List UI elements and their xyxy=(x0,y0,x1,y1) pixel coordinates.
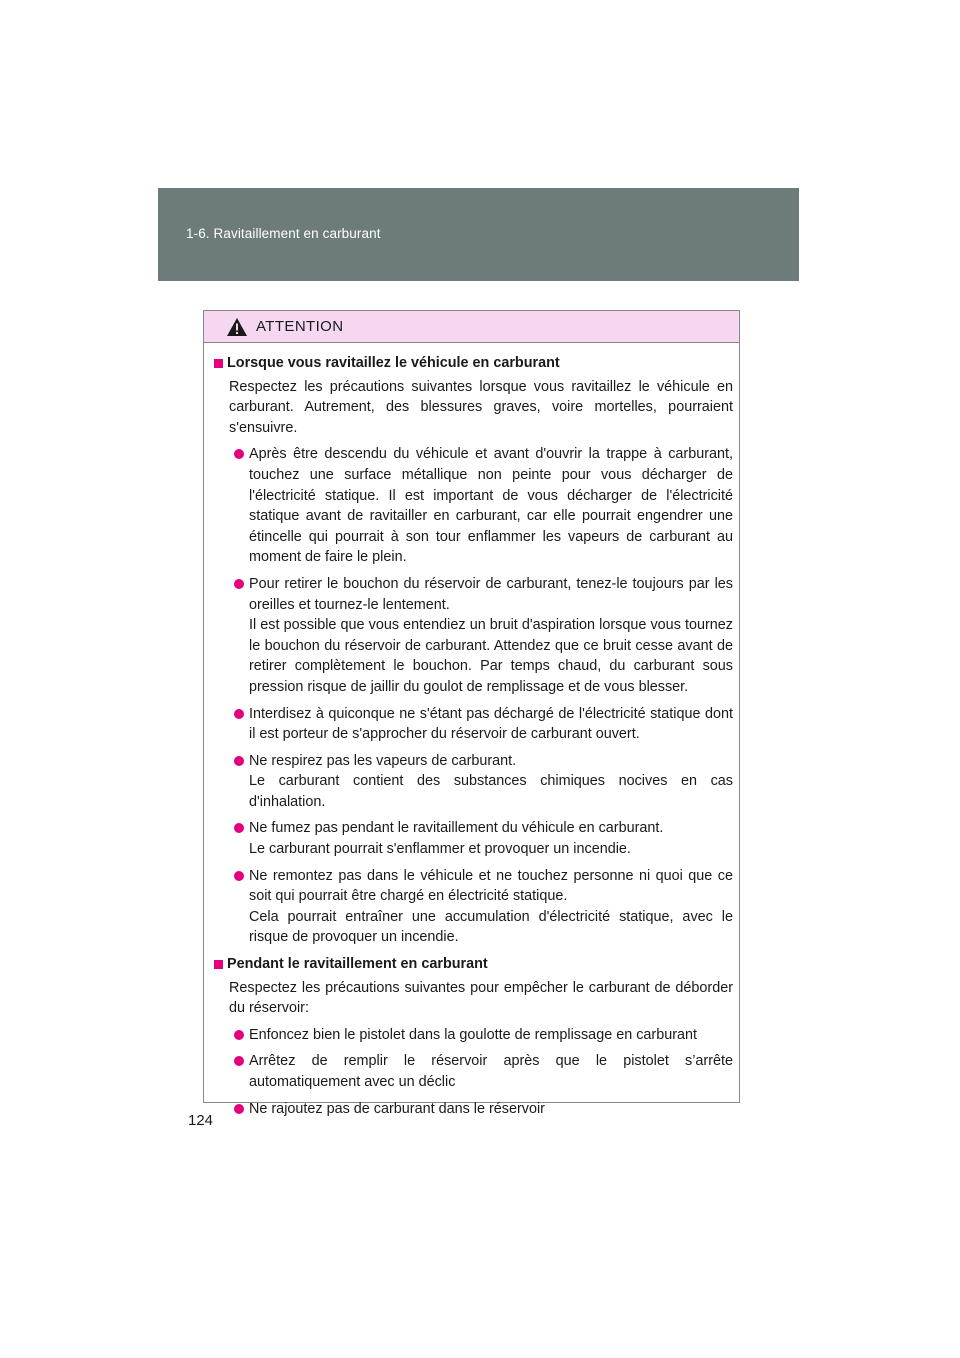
list-item xyxy=(234,751,733,813)
bullet-text: Après être descendu du véhicule et avant d'ouvrir la trappe à carburant, touchez une surface métallique non peinte pour vous décharger de l'électricité statique. Il est important de vous décharger de l'électricité statique avant de ravitailler en carburant, car elle pourrait engendrer une étincelle qui pourrait à son tour enflammer les vapeurs de carburant au moment de faire le plein. xyxy=(249,446,733,566)
list-item xyxy=(234,444,733,568)
list-item xyxy=(234,1025,733,1046)
bullet-text: Il est possible que vous entendiez un bruit d'aspiration lorsque vous tournez le bouchon du réservoir de carburant. Attendez que ce bruit cesse avant de retirer complètement le bouchon. Par temps chaud, du carburant sous pression risque de jaillir du goulot de remplissage et de vous blesser. xyxy=(249,617,733,695)
section-intro: Respectez les précautions suivantes lorsque vous ravitaillez le véhicule en carburant. Autrement, des blessures graves, voire mortelles, pourraient s'ensuivre. xyxy=(229,378,733,436)
round-bullet-icon xyxy=(234,871,244,881)
bullet-text: Enfoncez bien le pistolet dans la goulotte de remplissage en carburant xyxy=(249,1026,697,1043)
list-item xyxy=(234,574,733,698)
attention-content xyxy=(204,342,739,1119)
bullet-text: Ne remontez pas dans le véhicule et ne touchez personne ni quoi que ce soit qui pourrait être chargé en électricité statique. xyxy=(249,867,733,905)
square-bullet-icon xyxy=(214,960,223,969)
round-bullet-icon xyxy=(234,709,244,719)
bullet-text: Ne rajoutez pas de carburant dans le réservoir xyxy=(249,1100,545,1117)
bullet-text: Cela pourrait entraîner une accumulation d'électricité statique, avec le risque de provoquer un incendie. xyxy=(249,908,733,946)
header-band xyxy=(158,188,799,281)
attention-box xyxy=(203,310,740,1117)
list-item xyxy=(234,818,733,859)
round-bullet-icon xyxy=(234,1056,244,1066)
bullet-text: Le carburant contient des substances chimiques nocives en cas d'inhalation. xyxy=(249,773,733,810)
bullet-text: Ne respirez pas les vapeurs de carburant. xyxy=(249,752,517,769)
round-bullet-icon xyxy=(234,449,244,459)
bullet-text: Le carburant pourrait s'enflammer et provoquer un incendie. xyxy=(249,841,631,858)
list-item xyxy=(234,1051,733,1092)
page-number: 124 xyxy=(188,1112,214,1129)
square-bullet-icon xyxy=(214,359,223,368)
bullet-text: Pour retirer le bouchon du réservoir de carburant, tenez-le toujours par les oreilles et tournez-le lentement. xyxy=(249,575,733,613)
warning-triangle-icon xyxy=(226,317,248,337)
bullet-text: Ne fumez pas pendant le ravitaillement du véhicule en carburant. xyxy=(249,820,664,837)
round-bullet-icon xyxy=(234,579,244,589)
list-item xyxy=(234,1099,733,1120)
round-bullet-icon xyxy=(234,823,244,833)
attention-header xyxy=(204,311,739,343)
section-intro: Respectez les précautions suivantes pour empêcher le carburant de déborder du réservoir: xyxy=(229,979,733,1017)
section-heading-text: Pendant le ravitaillement en carburant xyxy=(227,956,488,973)
round-bullet-icon xyxy=(234,1030,244,1040)
attention-title: ATTENTION xyxy=(256,318,344,335)
section-heading xyxy=(214,353,733,374)
list-item xyxy=(234,866,733,948)
section-title: 1-6. Ravitaillement en carburant xyxy=(186,226,381,241)
round-bullet-icon xyxy=(234,756,244,766)
round-bullet-icon xyxy=(234,1104,244,1114)
bullet-text: Arrêtez de remplir le réservoir après que le pistolet s’arrête automatiquement avec un déclic xyxy=(249,1053,733,1090)
list-item xyxy=(234,704,733,745)
bullet-text: Interdisez à quiconque ne s'étant pas déchargé de l'électricité statique dont il est porteur de s'approcher du réservoir de carburant ouvert. xyxy=(249,705,733,743)
section-heading-text: Lorsque vous ravitaillez le véhicule en carburant xyxy=(227,355,560,371)
section-heading xyxy=(214,954,733,975)
